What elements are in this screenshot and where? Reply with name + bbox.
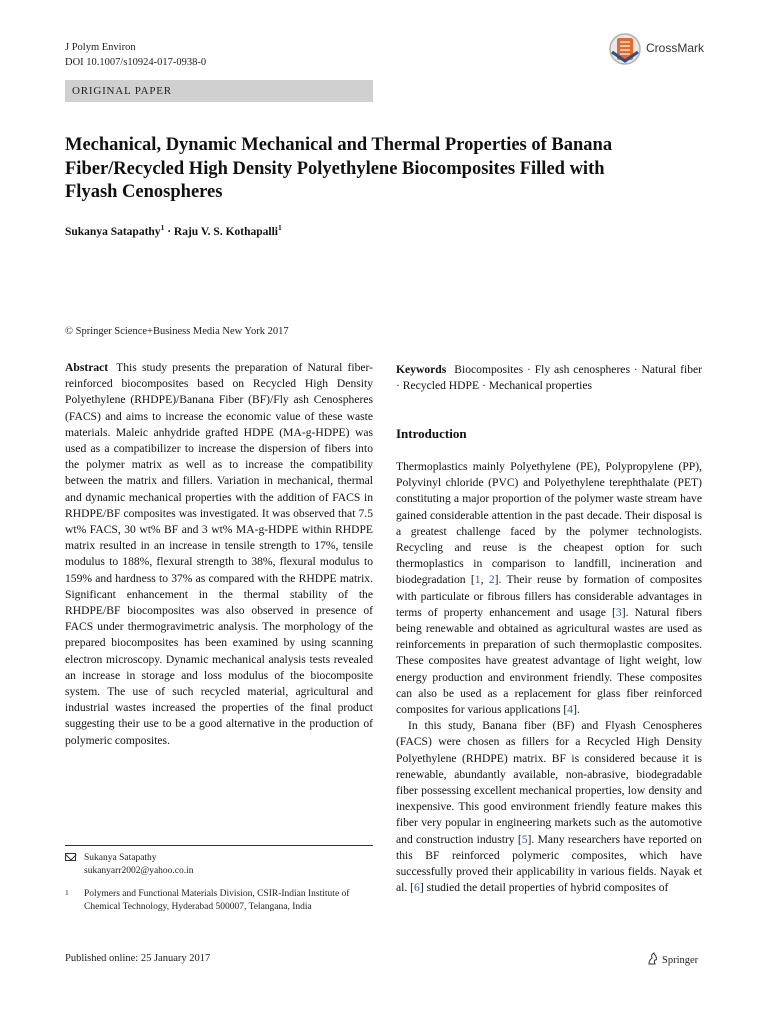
citation-link[interactable]: 4 (567, 703, 574, 717)
keywords (396, 362, 702, 394)
paragraph (396, 718, 702, 896)
citation-link[interactable]: 6 (414, 881, 420, 895)
citation-link[interactable]: 2 (488, 573, 495, 587)
publication-date: Published online: 25 January 2017 (65, 953, 211, 964)
crossmark-badge[interactable] (608, 30, 708, 68)
author-name[interactable]: Sukanya Satapathy (65, 225, 161, 238)
citation-link[interactable]: 3 (615, 605, 622, 619)
affiliation-text: Polymers and Functional Materials Division, CSIR-Indian Institute of Chemical Technology, Hyderabad 500007, Telangana, India (84, 889, 350, 912)
affiliation-number: 1 (65, 888, 69, 897)
contact-email[interactable]: sukanyarr2002@yahoo.co.in (84, 866, 194, 876)
paragraph-text: ]. (573, 703, 580, 717)
author-list (65, 223, 282, 238)
copyright-notice: © Springer Science+Business Media New York 2017 (65, 326, 289, 337)
citation-link[interactable]: 5 (521, 832, 528, 846)
paragraph-text: ] studied the detail properties of hybrid composites of (419, 881, 669, 895)
publisher-name: Springer (662, 955, 699, 966)
crossmark-icon (608, 30, 642, 68)
paragraph-text: ]. Natural fibers being renewable and obtained as agricultural wastes are used as reinforcements in preparation of such thermoplastic composites. These composites have greatest advantage of light weight, low energy production and environment friendly. These composites can also be used as a replacement for glass fiber reinforced composites for various applications [ (396, 605, 702, 717)
article-type-banner: ORIGINAL PAPER (65, 80, 373, 102)
author-affiliation-marker: 1 (277, 223, 282, 232)
abstract-label: Abstract (65, 361, 109, 374)
crossmark-label: CrossMark (646, 41, 705, 55)
author-separator: · (164, 225, 174, 238)
paragraph-text: ]. Many researchers have reported on this BF reinforced polymeric composites, which have successfully proved their applicability in various fields. Nayak et al. [ (396, 832, 702, 895)
corresponding-author-footnote (65, 852, 373, 878)
introduction-body (396, 459, 702, 896)
envelope-icon (65, 853, 76, 861)
journal-info (65, 40, 206, 70)
paper-title: Mechanical, Dynamic Mechanical and Thermal Properties of Banana Fiber/Recycled High Density Polyethylene Biocomposites Filled with Flyash Cenospheres (65, 135, 613, 202)
author-affiliation-marker: 1 (160, 223, 165, 232)
abstract (65, 360, 373, 749)
journal-name: J Polym Environ (65, 42, 136, 53)
paragraph-text: , (480, 573, 489, 587)
citation-link[interactable]: 1 (474, 573, 481, 587)
author-name[interactable]: Raju V. S. Kothapalli (173, 225, 278, 238)
contact-name: Sukanya Satapathy (84, 853, 157, 863)
springer-horse-icon (646, 952, 659, 965)
keywords-text: Biocomposites · Fly ash cenospheres · Natural fiber · Recycled HDPE · Mechanical properties (396, 363, 702, 393)
paragraph-text: ]. Their reuse by formation of composites with particulate or fibrous fillers has considerable advantages in terms of property enhancement and usage [ (396, 573, 702, 619)
section-heading-introduction: Introduction (396, 426, 467, 441)
paragraph-text: Thermoplastics mainly Polyethylene (PE), Polypropylene (PP), Polyvinyl chloride (PVC) and Polyethylene terephthalate (PET) constituting a major proportion of the polymer waste stream have gained considerable attention in the past decade. Their disposal is a greatest challenge faced by the polymer technologists. Recycling and reuse is the cheapest option for such thermoplastics in comparison to landfill, incineration and biodegradation [ (396, 460, 702, 587)
footnote-divider (65, 845, 373, 846)
keywords-label: Keywords (396, 363, 447, 376)
paragraph (396, 459, 702, 718)
abstract-text: This study presents the preparation of Natural fiber-reinforced biocomposites based on Recycled High Density Polyethylene (RHDPE)/Banana Fiber (BF)/Fly ash Cenospheres (FACS) and aims to increase the economic value of these waste materials. Maleic anhydride grafted HDPE (MA-g-HDPE) was used as a compatibilizer to increase the dispersion of fibers into the polymer matrix as well as to increase the compatibility between the matrix and fillers. Variation in mechanical, thermal and dynamic mechanical properties with the addition of FACS in RHDPE/BF composites was investigated. It was observed that 7.5 wt% FACS, 30 wt% BF and 3 wt% MA-g-HDPE within RHDPE matrix resulted in an increase in tensile strength to 17%, tensile modulus to 188%, flexural strength to 38%, flexural modulus to 159% and hardness to 37% as compared with the RHDPE matrix. Significant enhancement in the thermal stability of the RHDPE/BF biocomposites was also observed in presence of FACS under thermogravimetric analysis. The morphology of the prepared biocomposites has been examined by using scanning electron microscopy. Dynamic mechanical analysis tests revealed an increase in storage and loss modulus of the biocomposite system. The use of such recycled material, agricultural and industrial wastes increased the properties of the final product suggesting their use to be a good alternative in the production of polymeric composites. (65, 361, 373, 747)
publisher-logo (646, 952, 698, 966)
affiliation-footnote (65, 888, 373, 914)
doi: DOI 10.1007/s10924-017-0938-0 (65, 57, 207, 68)
paragraph-text: In this study, Banana fiber (BF) and Flyash Cenospheres (FACS) were chosen as fillers for a Recycled High Density Polyethylene (RHDPE) matrix. BF is considered because it is renewable, abundantly available, non-abrasive, biodegradable fiber possessing excellent mechanical properties, low density and inexpensive. This good environment friendly feature makes this fiber very popular in engineering markets such as the automotive and construction industry [ (396, 719, 702, 846)
